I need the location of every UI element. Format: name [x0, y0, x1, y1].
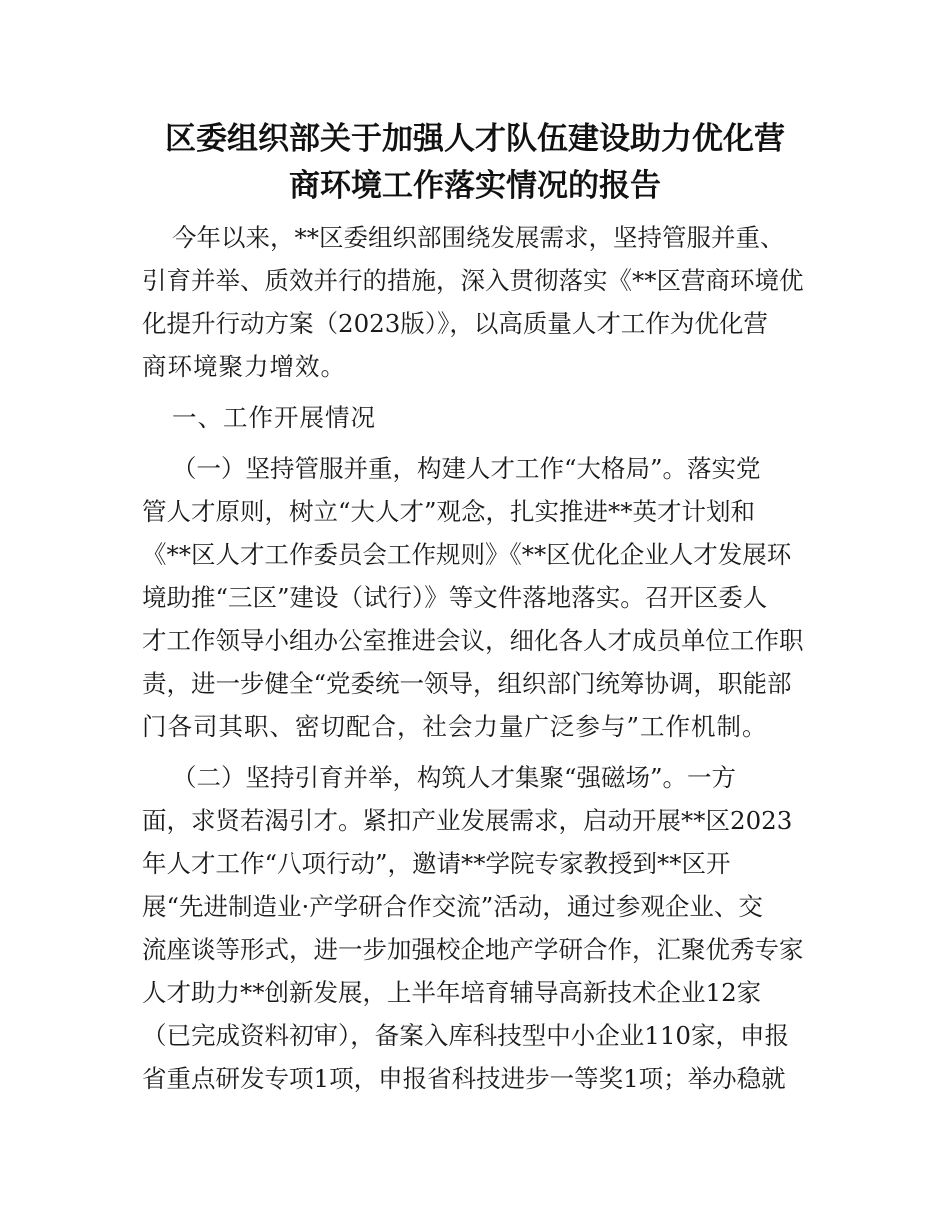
section-heading: 一、工作开展情况: [172, 403, 376, 432]
subsection-1-line-2: 管人才原则，树立“大人才”观念，扎实推进**英才计划和: [142, 497, 756, 526]
subsection-1-line-5: 才工作领导小组办公室推进会议，细化各人才成员单位工作职: [142, 626, 804, 655]
intro-paragraph-line-3: 化提升行动方案（2023版）》，以高质量人才工作为优化营: [142, 309, 768, 338]
subsection-1-line-1: （一）坚持管服并重，构建人才工作“大格局”。落实党: [172, 454, 761, 483]
subsection-2-line-8: 省重点研发专项1项，申报省科技进步一等奖1项；举办稳就: [142, 1064, 786, 1093]
subsection-2-line-7: （已完成资料初审），备案入库科技型中小企业110家，申报: [142, 1021, 790, 1050]
subsection-1-line-6: 责，进一步健全“党委统一领导，组织部门统筹协调，职能部: [142, 669, 792, 698]
subsection-1-line-7: 门各司其职、密切配合，社会力量广泛参与”工作机制。: [142, 712, 768, 741]
intro-paragraph-line-2: 引育并举、质效并行的措施，深入贯彻落实《**区营商环境优: [142, 266, 804, 295]
document-title-line-1: 区委组织部关于加强人才队伍建设助力优化营: [165, 121, 785, 157]
subsection-2-line-5: 流座谈等形式，进一步加强校企地产学研合作，汇聚优秀专家: [142, 935, 804, 964]
subsection-2-line-3: 年人才工作“八项行动”，邀请**学院专家教授到**区开: [142, 849, 731, 878]
subsection-2-line-4: 展“先进制造业·产学研合作交流”活动，通过参观企业、交: [142, 892, 763, 921]
intro-paragraph-line-4: 商环境聚力增效。: [142, 352, 346, 381]
subsection-1-line-3: 《**区人才工作委员会工作规则》《**区优化企业人才发展环: [142, 540, 792, 569]
document-title-line-2: 商环境工作落实情况的报告: [289, 168, 661, 204]
subsection-2-line-2: 面，求贤若渴引才。紧扣产业发展需求，启动开展**区2023: [142, 806, 793, 835]
subsection-2-line-6: 人才助力**创新发展，上半年培育辅导高新技术企业12家: [142, 978, 762, 1007]
intro-paragraph-line-1: 今年以来，**区委组织部围绕发展需求，坚持管服并重、: [172, 223, 785, 252]
subsection-2-line-1: （二）坚持引育并举，构筑人才集聚“强磁场”。一方: [172, 763, 737, 792]
subsection-1-line-4: 境助推“三区”建设（试行）》等文件落地落实。召开区委人: [142, 583, 768, 612]
